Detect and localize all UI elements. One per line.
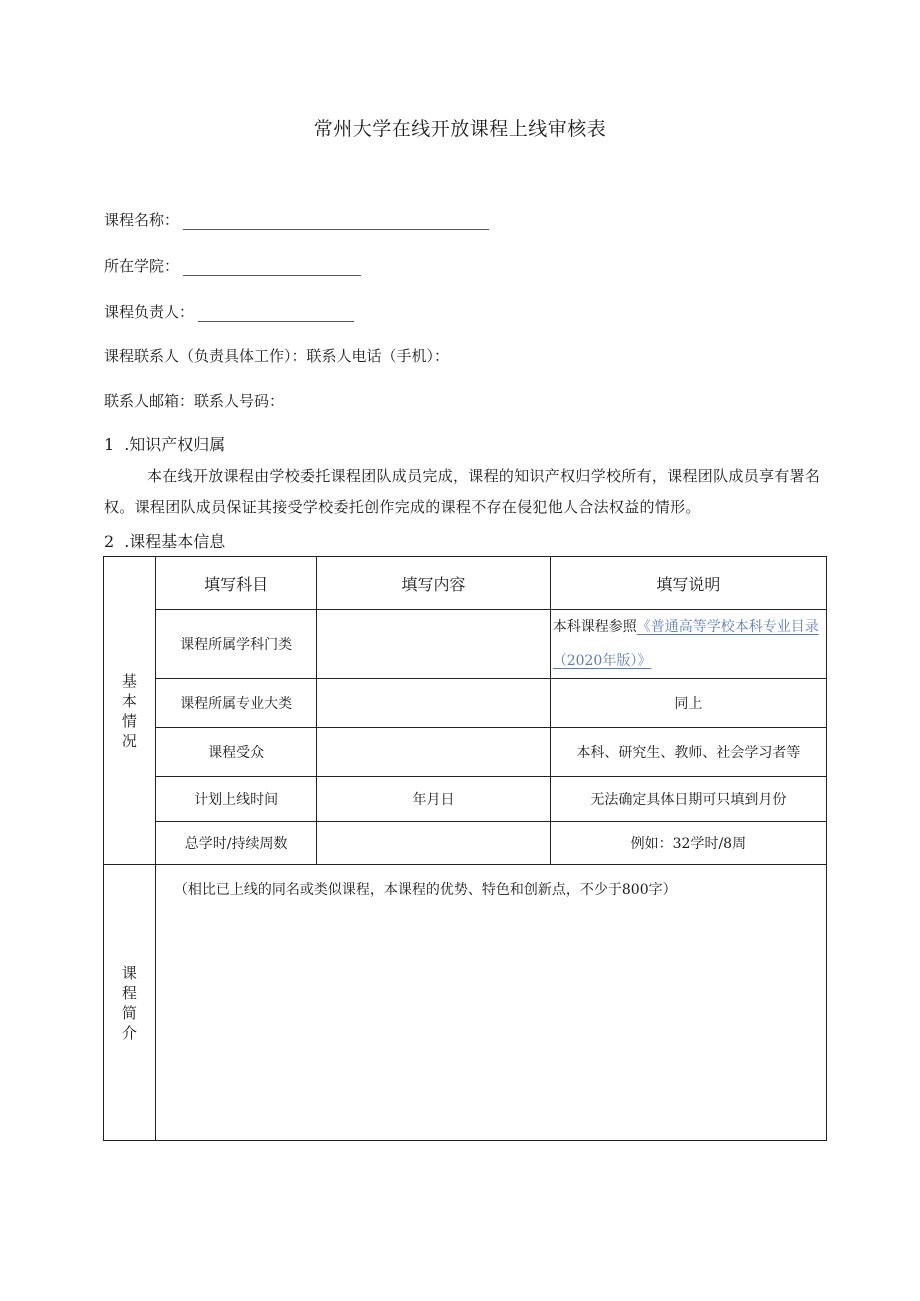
- leader-field: [104, 301, 354, 322]
- course-name-field: [104, 209, 489, 230]
- contact-label: 课程联系人（负责具体工作）：联系人电话（手机）：: [104, 347, 450, 365]
- row-content-input[interactable]: [317, 728, 550, 777]
- email-label: 联系人邮箱：联系人号码：: [104, 392, 285, 410]
- course-name-blank[interactable]: [183, 215, 489, 230]
- row-subject: 总学时/持续周数: [155, 822, 317, 865]
- college-label: 所在学院：: [104, 257, 180, 275]
- row-subject: 课程受众: [155, 728, 317, 777]
- table-row: [104, 728, 827, 777]
- row-note-prefix: 本科课程参照: [552, 619, 637, 635]
- header-content: 填写内容: [317, 557, 550, 610]
- row-note: 无法确定具体日期可只填到月份: [550, 777, 826, 822]
- side-label-basic: [104, 557, 156, 865]
- row-subject: 计划上线时间: [155, 777, 317, 822]
- course-name-label: 课程名称：: [104, 211, 180, 229]
- header-note: 填写说明: [550, 557, 826, 610]
- side-intro-text: 课程简介: [121, 963, 137, 1042]
- section2-heading: [104, 529, 225, 552]
- course-info-table: [103, 556, 827, 1141]
- intro-row: [104, 865, 827, 1141]
- row-content-input[interactable]: 年月日: [317, 777, 550, 822]
- side-label-intro: [104, 865, 156, 1141]
- table-row: [104, 679, 827, 728]
- row-content-input[interactable]: [317, 822, 550, 865]
- leader-blank[interactable]: [198, 307, 354, 322]
- section2-title: .课程基本信息: [124, 532, 226, 551]
- college-blank[interactable]: [183, 261, 361, 276]
- row-content-input[interactable]: [317, 679, 550, 728]
- contact-line: [104, 345, 449, 366]
- section1-number: 1: [104, 435, 115, 454]
- table-row: [104, 822, 827, 865]
- table-row: [104, 610, 827, 679]
- header-subject: 填写科目: [155, 557, 317, 610]
- intro-hint: （相比已上线的同名或类似课程，本课程的优势、特色和创新点，不少于800字）: [173, 882, 677, 898]
- section1-title: .知识产权归属: [124, 435, 226, 454]
- course-intro-input[interactable]: [155, 865, 826, 1141]
- email-line: [104, 390, 284, 411]
- side-basic-text: 基本情况: [121, 671, 137, 750]
- college-field: [104, 255, 361, 276]
- row-subject: 课程所属学科门类: [155, 610, 317, 679]
- row-content-input[interactable]: [317, 610, 550, 679]
- row-note: 例如：32学时/8周: [550, 822, 826, 865]
- catalog-reference-link[interactable]: 《普通高等学校本科专业目录（2020年版）》: [552, 619, 819, 669]
- row-note: 本科、研究生、教师、社会学习者等: [550, 728, 826, 777]
- row-note: 同上: [550, 679, 826, 728]
- section1-heading: [104, 432, 225, 455]
- table-row: [104, 777, 827, 822]
- page-title: 常州大学在线开放课程上线审核表: [313, 118, 607, 140]
- leader-label: 课程负责人：: [104, 303, 195, 321]
- section2-number: 2: [104, 532, 115, 551]
- table-header-row: [104, 557, 827, 610]
- row-note: [550, 610, 826, 679]
- ip-paragraph: 本在线开放课程由学校委托课程团队成员完成，课程的知识产权归学校所有，课程团队成员享有署名权。课程团队成员保证其接受学校委托创作完成的课程不存在侵犯他人合法权益的情形。: [104, 467, 821, 516]
- row-subject: 课程所属专业大类: [155, 679, 317, 728]
